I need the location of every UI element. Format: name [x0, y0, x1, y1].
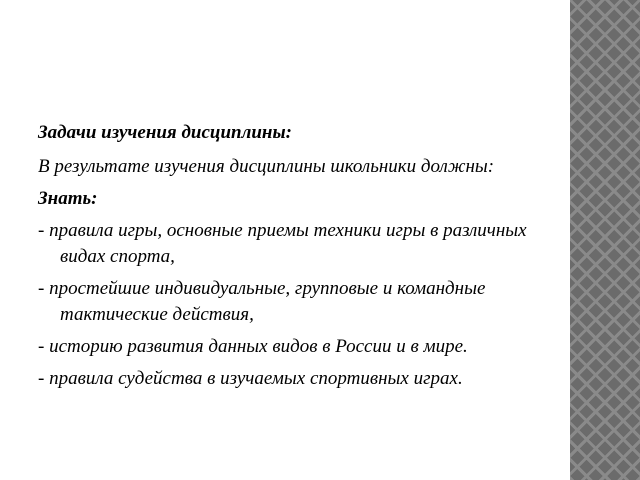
decorative-pattern-strip	[570, 0, 640, 480]
list-item: - правила судейства в изучаемых спортивных играх.	[38, 368, 463, 389]
list-item: - простейшие индивидуальные, групповые и командные тактические действия,	[38, 278, 486, 325]
intro-text: В результате изучения дисциплины школьники должны:	[38, 156, 495, 177]
know-label: Знать:	[38, 188, 98, 209]
slide-content	[38, 120, 563, 398]
list-item: - историю развития данных видов в России и в мире.	[38, 336, 468, 357]
slide-heading: Задачи изучения дисциплины:	[38, 122, 292, 143]
list-item: - правила игры, основные приемы техники игры в различных видах спорта,	[38, 220, 527, 267]
